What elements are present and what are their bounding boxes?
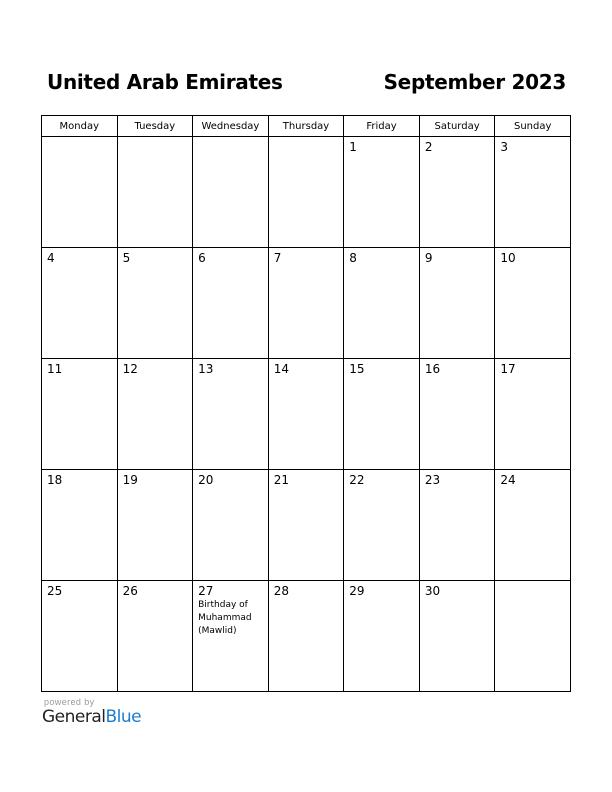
day-cell	[193, 581, 269, 692]
day-cell	[193, 248, 269, 359]
day-cell	[42, 470, 118, 581]
day-number: 21	[273, 473, 289, 487]
weekday-sunday: Sunday	[495, 116, 571, 137]
day-number	[269, 137, 344, 140]
day-cell	[495, 581, 571, 692]
day-cell	[344, 581, 420, 692]
day-number: 1	[349, 140, 357, 154]
day-number: 22	[349, 473, 365, 487]
day-number: 20	[198, 473, 214, 487]
day-cell	[344, 248, 420, 359]
day-number: 15	[349, 362, 365, 376]
day-number: 4	[47, 251, 55, 265]
day-number: 30	[424, 584, 441, 598]
calendar-header	[47, 70, 566, 100]
weekday-tuesday: Tuesday	[117, 116, 193, 137]
day-cell	[117, 581, 193, 692]
weekday-header-row	[42, 116, 571, 137]
powered-by-label: powered by	[44, 697, 95, 707]
weekday-thursday: Thursday	[268, 116, 344, 137]
day-cell	[495, 470, 571, 581]
weekday-wednesday: Wednesday	[193, 116, 269, 137]
day-number: 6	[198, 251, 206, 265]
day-number	[193, 137, 268, 140]
day-cell	[117, 137, 193, 248]
week-row	[42, 581, 571, 692]
logo-general-text: General	[42, 707, 106, 727]
day-number: 17	[500, 362, 516, 376]
day-cell	[42, 248, 118, 359]
generalblue-branding[interactable]	[42, 697, 141, 727]
month-year-title: September 2023	[383, 70, 566, 94]
day-number: 7	[273, 251, 282, 265]
day-cell	[42, 359, 118, 470]
day-cell	[419, 248, 495, 359]
week-row	[42, 137, 571, 248]
day-cell	[268, 470, 344, 581]
day-cell	[495, 248, 571, 359]
day-cell	[42, 581, 118, 692]
day-cell	[268, 359, 344, 470]
day-cell	[344, 470, 420, 581]
day-number: 3	[500, 140, 509, 154]
day-number: 26	[122, 584, 138, 598]
day-number: 28	[273, 584, 289, 598]
day-number: 5	[122, 251, 131, 265]
week-row	[42, 359, 571, 470]
country-title: United Arab Emirates	[47, 70, 283, 94]
day-cell	[117, 248, 193, 359]
day-cell	[268, 581, 344, 692]
day-number: 27	[198, 584, 214, 598]
day-number: 2	[424, 140, 433, 154]
day-number: 14	[273, 362, 289, 376]
day-number: 24	[500, 473, 516, 487]
week-row	[42, 248, 571, 359]
day-cell	[268, 137, 344, 248]
day-number	[42, 137, 117, 140]
logo-blue-text: Blue	[105, 707, 142, 727]
month-calendar-grid	[41, 115, 571, 692]
generalblue-logo[interactable]	[42, 707, 141, 727]
day-number: 8	[349, 251, 357, 265]
day-number: 19	[122, 473, 138, 487]
day-number	[118, 137, 193, 140]
day-number: 25	[47, 584, 63, 598]
day-cell	[344, 359, 420, 470]
day-number: 29	[349, 584, 365, 598]
day-cell	[419, 581, 495, 692]
day-number: 23	[424, 473, 441, 487]
day-number	[495, 581, 570, 584]
day-cell	[193, 470, 269, 581]
day-cell	[344, 137, 420, 248]
day-cell	[42, 137, 118, 248]
day-number: 13	[198, 362, 214, 376]
day-number: 9	[424, 251, 433, 265]
day-number: 12	[122, 362, 138, 376]
day-number: 11	[47, 362, 63, 376]
day-number: 18	[47, 473, 63, 487]
day-cell	[193, 137, 269, 248]
day-number: 10	[500, 251, 516, 265]
weekday-saturday: Saturday	[419, 116, 495, 137]
weekday-friday: Friday	[344, 116, 420, 137]
day-cell	[419, 137, 495, 248]
weekday-monday: Monday	[42, 116, 118, 137]
day-number: 16	[424, 362, 441, 376]
day-cell	[117, 470, 193, 581]
day-cell	[419, 359, 495, 470]
day-cell	[495, 137, 571, 248]
holiday-event: Birthday of Muhammad (Mawlid)	[198, 600, 252, 636]
day-cell	[419, 470, 495, 581]
day-cell	[268, 248, 344, 359]
week-row	[42, 470, 571, 581]
day-cell	[117, 359, 193, 470]
day-cell	[193, 359, 269, 470]
day-cell	[495, 359, 571, 470]
